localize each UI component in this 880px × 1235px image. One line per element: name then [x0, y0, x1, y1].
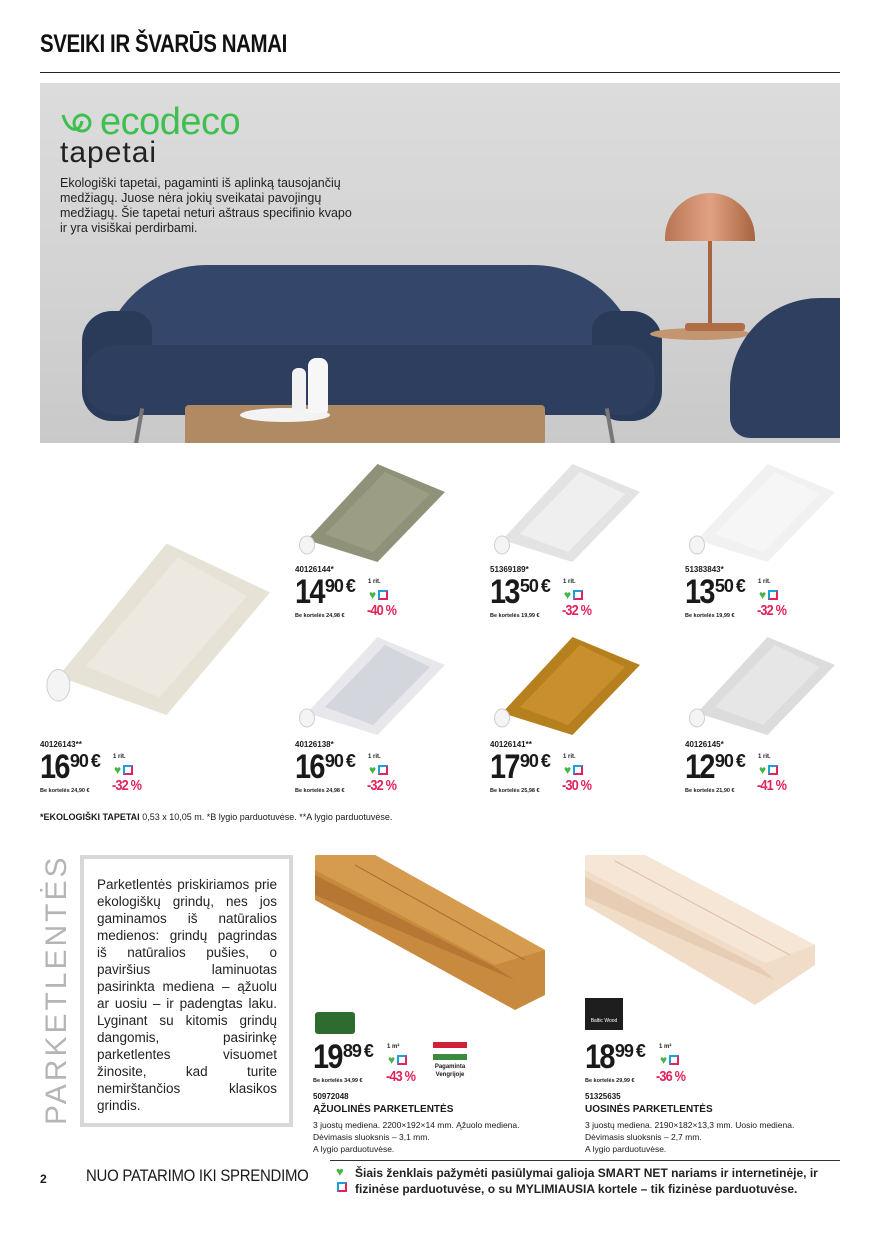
heart-icon: ♥: [114, 763, 122, 777]
product-spec: 3 juostų mediena. 2190×182×13,3 mm. Uosio mediena.: [585, 1120, 795, 1130]
price-decimal: 90: [714, 751, 733, 771]
price-without-card: Be kortelės 25,98 €: [490, 788, 540, 794]
price-decimal: 90: [69, 751, 88, 771]
ash-parquet-image: [585, 855, 815, 1005]
price-without-card: Be kortelės 29,99 €: [585, 1078, 635, 1084]
price-currency: €: [90, 751, 101, 771]
price-currency: €: [345, 751, 356, 771]
lamp-image: [665, 193, 755, 241]
ecodeco-logo-icon: [60, 111, 94, 135]
brand-subtitle: tapetai: [60, 136, 158, 169]
offer-badges: [564, 589, 583, 601]
price-currency: €: [363, 1041, 374, 1061]
product-code: 40126138*: [295, 740, 334, 749]
footer-divider: [330, 1160, 840, 1161]
footnote-text: 0,53 x 10,05 m. *B lygio parduotuvėse. **A lygio parduotuvėse.: [142, 812, 393, 822]
discount-badge: -32 %: [112, 777, 142, 794]
product-code: 51369189*: [490, 565, 529, 574]
price-without-card: Be kortelės 19,99 €: [490, 613, 540, 619]
product-code: 51383843*: [685, 565, 724, 574]
card-icon: [768, 590, 778, 600]
discount-badge: -36 %: [656, 1068, 686, 1085]
product-code: 40126144*: [295, 565, 334, 574]
wallpaper-roll-image: [685, 635, 835, 735]
price-currency: €: [540, 576, 551, 596]
product-spec: A lygio parduotuvėse.: [313, 1144, 395, 1154]
price-unit: 1 m²: [659, 1044, 672, 1050]
vase: [292, 368, 306, 413]
page-title: SVEIKI IR ŠVARŪS NAMAI: [40, 30, 287, 58]
price-currency: €: [635, 1041, 646, 1061]
price-currency: €: [345, 576, 356, 596]
footer-tagline: NUO PATARIMO IKI SPRENDIMO: [86, 1166, 309, 1185]
heart-icon: ♥: [564, 763, 572, 777]
ash-price: [585, 1038, 646, 1076]
parquet-description: Parketlentės priskiriamos prie ekologiškų grindų, nes jos gaminamos iš natūralios medienos: grindų pagrindas iš natūralios pušies, o paviršius laminuotas pasirinkta mediena – ąžuolu ar uosiu – ir padengtas laku. Lyginant su kitomis grindų dangomis, pasirinkę parketlentes visuomet žinosite, kad turite nemirštančios klasikos grindis.: [97, 877, 277, 1113]
lamp-stem: [708, 241, 712, 326]
heart-icon: ♥: [336, 1164, 344, 1179]
card-icon: [123, 765, 133, 775]
product-price: [685, 748, 746, 786]
price-unit: 1 rit.: [563, 579, 576, 585]
price-unit: 1 rit.: [368, 754, 381, 760]
card-icon: [337, 1182, 347, 1192]
offer-badges: [114, 764, 133, 776]
price-decimal: 90: [324, 576, 343, 596]
product-code: 40126145*: [685, 740, 724, 749]
card-icon: [768, 765, 778, 775]
discount-badge: -32 %: [367, 777, 397, 794]
product-name: UOSINĖS PARKETLENTĖS: [585, 1104, 713, 1115]
offer-badges: [759, 764, 778, 776]
price-without-card: Be kortelės 24,90 €: [40, 788, 90, 794]
page-number: 2: [40, 1172, 47, 1186]
price-unit: 1 rit.: [758, 754, 771, 760]
price-decimal: 90: [519, 751, 538, 771]
footnote-title: *EKOLOGIŠKI TAPETAI: [40, 812, 140, 822]
price-integer: 13: [685, 573, 714, 611]
heart-icon: ♥: [564, 588, 572, 602]
card-icon: [669, 1055, 679, 1065]
armchair-image: [730, 298, 840, 438]
wallpaper-roll-image: [685, 462, 835, 562]
heart-icon: ♥: [388, 1053, 396, 1067]
price-decimal: 50: [519, 576, 538, 596]
heart-icon: ♥: [369, 763, 377, 777]
wallpaper-roll-image: [490, 635, 640, 735]
card-icon: [378, 590, 388, 600]
wallpaper-footnote: [40, 812, 392, 822]
product-spec: Dėvimasis sluoksnis – 3,1 mm.: [313, 1132, 430, 1142]
price-without-card: Be kortelės 24,98 €: [295, 788, 345, 794]
heart-icon: ♥: [759, 588, 767, 602]
vase: [308, 358, 328, 413]
hungary-flag-icon: [433, 1042, 467, 1060]
price-unit: 1 rit.: [368, 579, 381, 585]
product-code: 50972048: [313, 1092, 349, 1101]
product-price: [490, 748, 551, 786]
product-price: [685, 573, 746, 611]
price-unit: 1 m²: [387, 1044, 400, 1050]
product-code: 40126141**: [490, 740, 532, 749]
price-without-card: Be kortelės 19,99 €: [685, 613, 735, 619]
product-name: ĄŽUOLINĖS PARKETLENTĖS: [313, 1104, 454, 1115]
price-without-card: Be kortelės 24,98 €: [295, 613, 345, 619]
price-integer: 19: [313, 1038, 342, 1076]
price-currency: €: [735, 751, 746, 771]
origin-label: Pagaminta Vengrijoje: [434, 1064, 466, 1078]
wallpaper-roll-image: [40, 540, 270, 715]
price-currency: €: [735, 576, 746, 596]
price-integer: 14: [295, 573, 324, 611]
card-icon: [397, 1055, 407, 1065]
title-divider: [40, 72, 840, 73]
lamp-base: [685, 323, 745, 331]
discount-badge: -32 %: [562, 602, 592, 619]
heart-icon: ♥: [660, 1053, 668, 1067]
coffee-table: [185, 405, 545, 443]
hero-banner: [40, 83, 840, 443]
heart-icon: ♥: [759, 763, 767, 777]
hero-text: [60, 101, 360, 236]
product-code: 51325635: [585, 1092, 621, 1101]
discount-badge: -40 %: [367, 602, 397, 619]
wallpaper-roll-image: [295, 462, 445, 562]
card-icon: [573, 590, 583, 600]
price-integer: 16: [295, 748, 324, 786]
wallpaper-roll-image: [490, 462, 640, 562]
product-price: [295, 748, 356, 786]
footer-note: Šiais ženklais pažymėti pasiūlymai galioja SMART NET nariams ir internetinėje, ir fizinėse parduotuvėse, o su MYLIMIAUSIA kortele – tik fizinėse parduotuvėse.: [355, 1166, 818, 1196]
offer-badges: [660, 1054, 679, 1066]
product-code: 40126143**: [40, 740, 82, 749]
price-decimal: 89: [342, 1041, 361, 1061]
offer-badges: [369, 764, 388, 776]
product-price: [295, 573, 356, 611]
discount-badge: -43 %: [386, 1068, 416, 1085]
price-currency: €: [540, 751, 551, 771]
price-without-card: Be kortelės 34,99 €: [313, 1078, 363, 1084]
price-integer: 13: [490, 573, 519, 611]
offer-badges: [369, 589, 388, 601]
brand-name: ecodeco: [100, 101, 241, 143]
price-integer: 17: [490, 748, 519, 786]
hero-description: Ekologiški tapetai, pagaminti iš aplinką tausojančių medžiagų. Juose nėra jokių sveikatai pavojingų medžiagų. Šie tapetai neturi aštraus specifinio kvapo ir yra visiškai perdirbami.: [60, 176, 352, 235]
card-icon: [573, 765, 583, 775]
oak-price: [313, 1038, 374, 1076]
card-icon: [378, 765, 388, 775]
offer-badges: [388, 1054, 407, 1066]
price-integer: 16: [40, 748, 69, 786]
product-price: [40, 748, 101, 786]
oak-brand-logo: [315, 1012, 355, 1034]
price-unit: 1 rit.: [758, 579, 771, 585]
price-decimal: 99: [614, 1041, 633, 1061]
price-unit: 1 rit.: [113, 754, 126, 760]
price-unit: 1 rit.: [563, 754, 576, 760]
product-price: [490, 573, 551, 611]
discount-badge: -41 %: [757, 777, 787, 794]
price-integer: 12: [685, 748, 714, 786]
price-without-card: Be kortelės 21,90 €: [685, 788, 735, 794]
price-decimal: 50: [714, 576, 733, 596]
baltic-wood-logo: Baltic Wood: [585, 998, 623, 1030]
product-spec: Dėvimasis sluoksnis – 2,7 mm.: [585, 1132, 702, 1142]
price-integer: 18: [585, 1038, 614, 1076]
price-decimal: 90: [324, 751, 343, 771]
discount-badge: -32 %: [757, 602, 787, 619]
oak-parquet-image: [315, 855, 545, 1010]
product-spec: 3 juostų mediena. 2200×192×14 mm. Ąžuolo mediena.: [313, 1120, 520, 1130]
heart-icon: ♥: [369, 588, 377, 602]
wallpaper-roll-image: [295, 635, 445, 735]
offer-badges: [564, 764, 583, 776]
product-spec: A lygio parduotuvėse.: [585, 1144, 667, 1154]
offer-badges: [759, 589, 778, 601]
discount-badge: -30 %: [562, 777, 592, 794]
section-label: PARKETLENTĖS: [40, 854, 73, 1125]
